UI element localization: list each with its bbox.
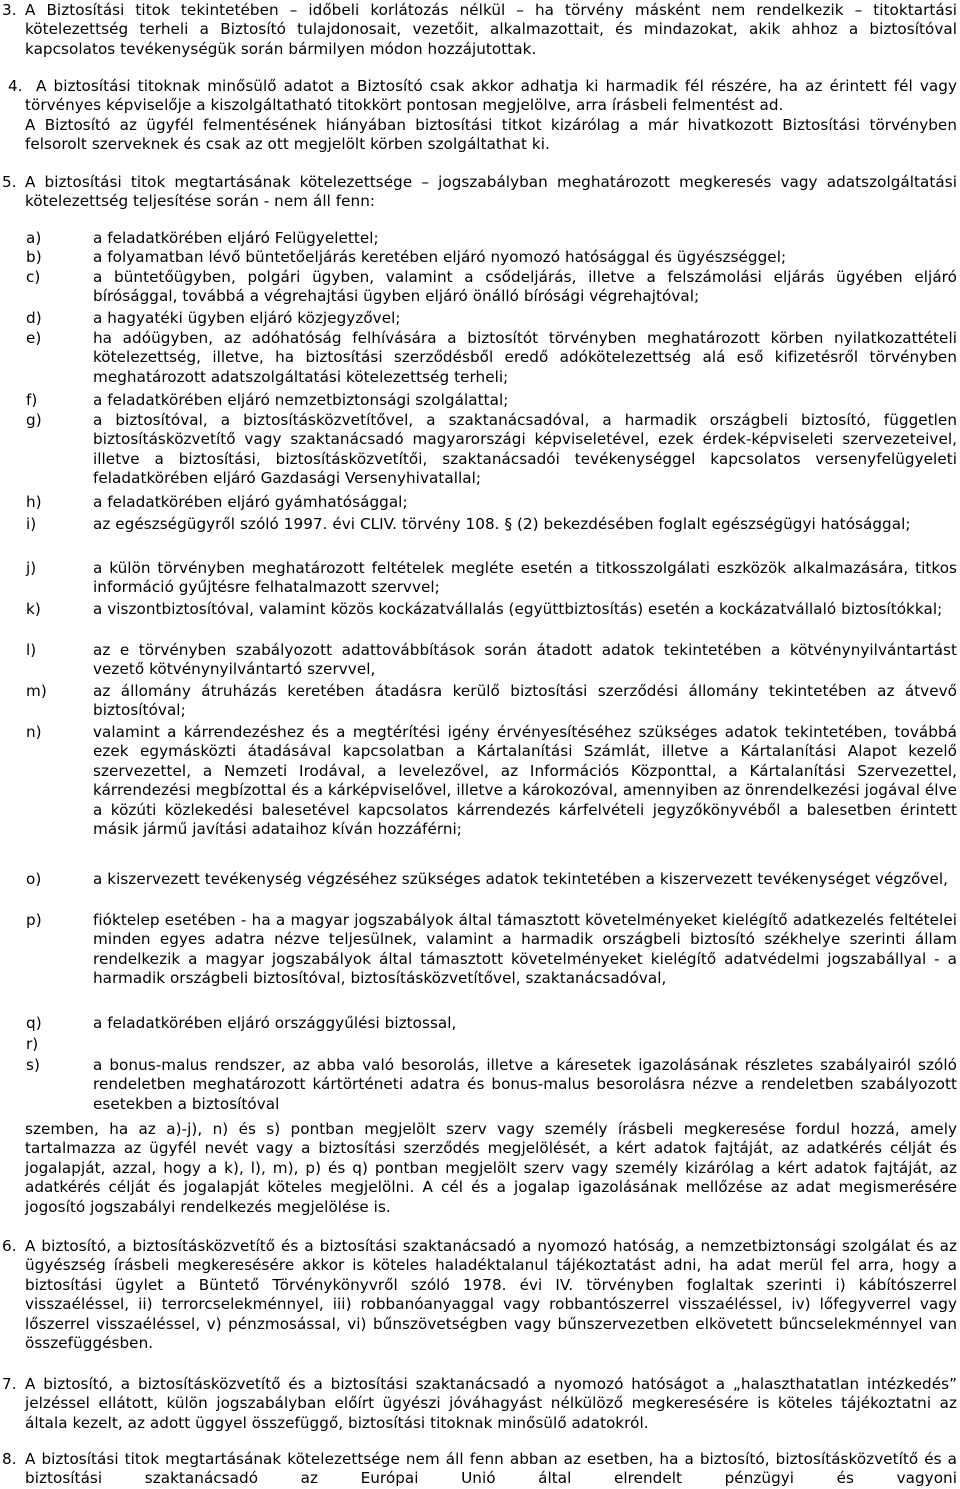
item-letter: s) (26, 1056, 40, 1074)
item-letter: h) (26, 493, 42, 511)
item-letter: m) (26, 682, 47, 700)
paragraph-number: 8. (2, 1450, 17, 1468)
item-text: a bonus-malus rendszer, az abba való besorolás, illetve a káresetek igazolásának részletes szabályairól szóló rendeletben meghatározott kártörténeti adatra és bonus-malus besorolásra nézve a rendeletben szabályozott esetekben a biztosítóval (93, 1056, 957, 1113)
paragraph-text: A Biztosítási titok tekintetében – időbeli korlátozás nélkül – ha törvény másként nem rendelkezik – titoktartási kötelezettség terheli a Biztosító tulajdonosait, vezetőit, alkalmazottait, és mindazokat, akik ahhoz a biztosítóval kapcsolatos tevékenységük során bármilyen módon hozzájutottak. (25, 1, 957, 58)
paragraph-continuation: A Biztosító az ügyfél felmentésének hiányában biztosítási titkot kizárólag a már hivatkozott Biztosítási törvényben felsorolt szerveknek és csak az ott megjelölt körben szolgáltathat ki. (25, 116, 957, 154)
item-text: ha adóügyben, az adóhatóság felhívására a biztosítót törvényben meghatározott körben nyilatkozattételi kötelezettség, illetve, ha biztosítási szerződésből eredő adókötelezettség alá eső kifizetésről törvényben meghatározott adatszolgáltatási kötelezettség terheli; (93, 329, 957, 386)
paragraph-number: 6. (2, 1237, 17, 1255)
paragraph-number: 3. (2, 1, 17, 19)
item-text: a feladatkörében eljáró országgyűlési biztossal, (93, 1014, 457, 1032)
item-text: a feladatkörében eljáró gyámhatósággal; (93, 493, 408, 511)
item-letter: r) (26, 1035, 39, 1053)
item-text: az állomány átruházás keretében átadásra kerülő biztosítási szerződési állomány tekintetében az átvevő biztosítóval; (93, 682, 957, 720)
item-text: az e törvényben szabályozott adattovábbítások során átadott adatok tekintetében a kötvénynyilvántartást vezető kötvénynyilvántartó szervvel, (93, 641, 957, 679)
paragraph-text: A biztosító, a biztosításközvetítő és a biztosítási szaktanácsadó a nyomozó hatóságot a „halaszthatatlan intézkedés” jelzéssel ellátott, külön jogszabályban előírt ügyészi jóváhagyást nélkülöző megkeresésére is köteles tájékoztatni az általa kezelt, az adott üggyel összefüggő, biztosítási titoknak minősülő adatokról. (25, 1375, 957, 1432)
item-text: valamint a kárrendezéshez és a megtérítési igény érvényesítéséhez szükséges adatok tekintetében, továbbá ezek egymásközti átadásával kapcsolatban a Kártalanítási Számlát, illetve a Kártalanítási Alapot kezelő szervezettel, a Nemzeti Irodával, a levelezővel, az Információs Központtal, a Kártalanítási Szervezettel, kárrendezési megbízottal és a kárképviselővel, illetve a károkozóval, amennyiben az önrendelkezési jogával élve a közúti közlekedési balesetével kapcsolatos kárrendezés kárfelvételi jegyzőkönyvéből a balesetben érintett másik jármű javítási adataihoz kíván hozzáférni; (93, 723, 957, 839)
item-letter: f) (26, 391, 38, 409)
item-text: a folyamatban lévő büntetőeljárás keretében eljáró nyomozó hatósággal és ügyészséggel; (93, 248, 787, 266)
item-text: a hagyatéki ügyben eljáró közjegyzővel; (93, 309, 401, 327)
item-letter: a) (26, 229, 42, 247)
item-text: a kiszervezett tevékenység végzéséhez szükséges adatok tekintetében a kiszervezett tevékenységet végzővel, (93, 870, 949, 888)
item-letter: i) (26, 515, 37, 533)
paragraph-text: A biztosító, a biztosításközvetítő és a biztosítási szaktanácsadó a nyomozó hatóság, a nemzetbiztonsági szolgálat és az ügyészség írásbeli megkeresésére akkor is köteles haladéktalanul tájékoztatást adni, ha adat merül fel arra, hogy a biztosítási ügylet a Büntető Törvénykönyvről szóló 1978. évi IV. törvényben foglaltak szerinti i) kábítószerrel visszaéléssel, ii) terrorcselekménnyel, iii) robbanóanyaggal vagy robbantószerrel visszaéléssel, iv) lőfegyverrel vagy lőszerrel visszaéléssel, v) pénzmosással, vi) bűnszövetségben vagy bűnszervezetben elkövetett bűncselekménnyel van összefüggésben. (25, 1237, 957, 1353)
item-text: a büntetőügyben, polgári ügyben, valamint a csődeljárás, illetve a felszámolási eljárás ügyében eljáró bírósággal, továbbá a végrehajtási ügyben eljáró önálló bírósági végrehajtóval; (93, 268, 957, 306)
paragraph-closing: szemben, ha az a)-j), n) és s) pontban megjelölt szerv vagy személy írásbeli megkeresése fordul hozzá, amely tartalmazza az ügyfél nevét vagy a biztosítási szerződés megjelölését, a kért adatok fajtáját, az adatkérés célját és jogalapját, azzal, hogy a k), l), m), p) és q) pontban megjelölt szerv vagy személy kizárólag a kért adatok fajtáját, az adatkérés célját és jogalapját köteles megjelölni. A cél és a jogalap igazolásának mellőzése az adat megismerésére jogosító jogszabályi rendelkezés megjelölése is. (25, 1120, 957, 1216)
item-letter: q) (26, 1014, 42, 1032)
item-letter: o) (26, 870, 42, 888)
paragraph-text: A biztosítási titok megtartásának kötelezettsége nem áll fenn abban az esetben, ha a biztosító, biztosításközvetítő és a biztosítási szaktanácsadó az Európai Unió által elrendelt pénzügyi és vagyoni (25, 1450, 957, 1488)
item-letter: l) (26, 641, 37, 659)
item-letter: k) (26, 600, 41, 618)
item-text: a feladatkörében eljáró nemzetbiztonsági szolgálattal; (93, 391, 509, 409)
item-text: az egészségügyről szóló 1997. évi CLIV. törvény 108. § (2) bekezdésében foglalt egészségügyi hatósággal; (93, 515, 911, 533)
item-letter: b) (26, 248, 42, 266)
item-letter: n) (26, 723, 42, 741)
item-letter: g) (26, 411, 42, 429)
item-letter: e) (26, 329, 42, 347)
item-text: a viszontbiztosítóval, valamint közös kockázatvállalás (együttbiztosítás) esetén a kockázatvállaló biztosítókkal; (93, 600, 943, 618)
item-letter: j) (26, 559, 37, 577)
item-letter: c) (26, 268, 41, 286)
item-text: a biztosítóval, a biztosításközvetítővel, a szaktanácsadóval, a harmadik országbeli biztosító, független biztosításközvetítő vagy szaktanácsadó magyarországi képviseletével, ezek érdek-képviseleti szervezeteivel, illetve a biztosítási, biztosításközvetítői, szaktanácsadói tevékenységgel kapcsolatos versenyfelügyeleti feladatkörében eljáró Gazdasági Versenyhivatallal; (93, 411, 957, 488)
paragraph-number: 4. (8, 77, 23, 95)
paragraph-number: 5. (2, 173, 17, 191)
item-text: fióktelep esetében - ha a magyar jogszabályok által támasztott követelményeket kielégítő adatkezelés feltételei minden egyes adatra nézve teljesülnek, valamint a harmadik országbeli biztosító székhelye szerinti állam rendelkezik a magyar jogszabályok által támasztott követelményeket kielégítő adatvédelmi jogszabállyal - a harmadik országbeli biztosítóval, biztosításközvetítővel, szaktanácsadóval, (93, 911, 957, 988)
item-letter: d) (26, 309, 42, 327)
item-text: a feladatkörében eljáró Felügyelettel; (93, 229, 379, 247)
item-letter: p) (26, 911, 42, 929)
paragraph-text: A biztosítási titoknak minősülő adatot a Biztosító csak akkor adhatja ki harmadik fél részére, ha az érintett fél vagy törvényes képviselője a kiszolgáltatható titokkört pontosan megjelölve, arra írásbeli felmentést ad. (25, 77, 957, 115)
paragraph-text: A biztosítási titok megtartásának kötelezettsége – jogszabályban meghatározott megkeresés vagy adatszolgáltatási kötelezettség teljesítése során - nem áll fenn: (25, 173, 957, 211)
paragraph-number: 7. (2, 1375, 17, 1393)
item-text: a külön törvényben meghatározott feltételek megléte esetén a titkosszolgálati eszközök alkalmazására, titkos információ gyűjtésre felhatalmazott szervvel; (93, 559, 957, 597)
